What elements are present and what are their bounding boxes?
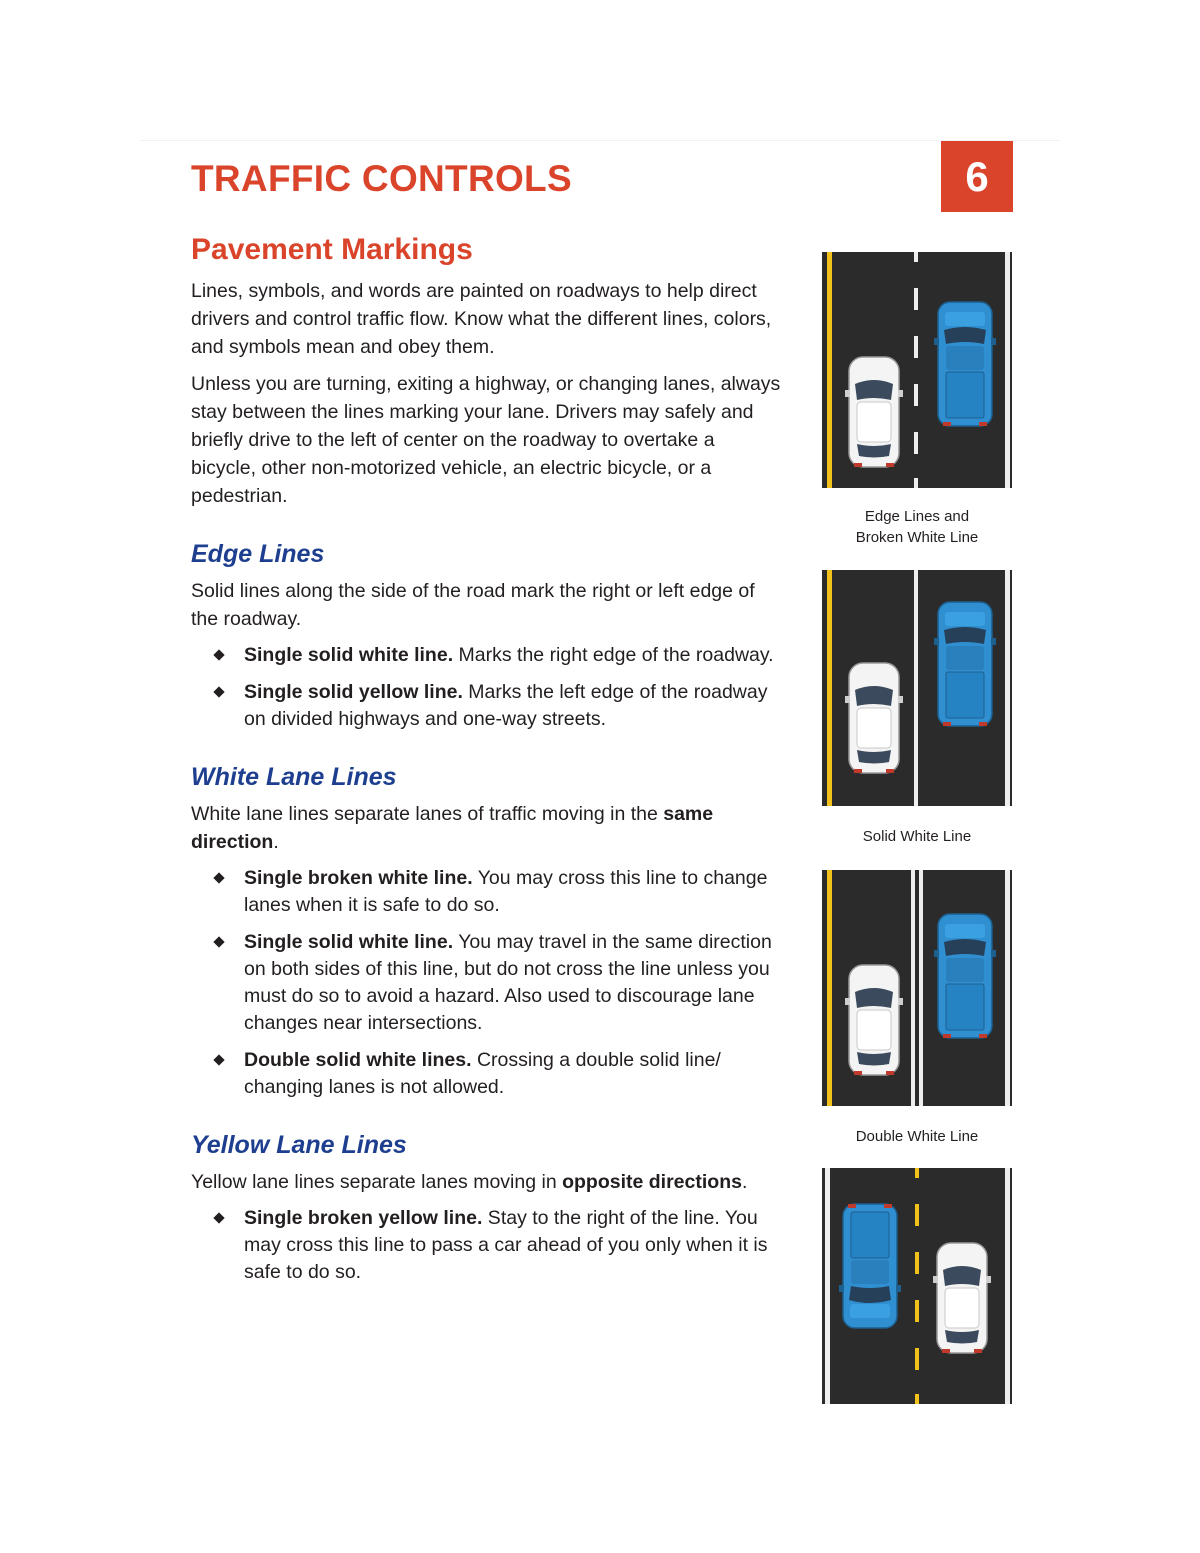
intro-text: White lane lines separate lanes of traffic moving in the: [191, 803, 664, 825]
chapter-title: TRAFFIC CONTROLS: [191, 158, 572, 199]
list-item: [244, 1205, 781, 1286]
road-illustration-broken-white: [822, 252, 1012, 488]
bullet-term: Single broken yellow line.: [244, 1207, 483, 1229]
caption-line: Edge Lines and: [864, 508, 970, 525]
figure-edge-lines-broken-white: [822, 252, 1012, 548]
intro-text: Yellow lane lines separate lanes moving in: [191, 1171, 563, 1193]
intro-end: .: [273, 831, 279, 853]
intro-end: .: [741, 1171, 748, 1193]
caption-line: Solid White Line: [862, 828, 972, 845]
caption-line: Broken White Line: [855, 529, 979, 546]
diamond-bullet-icon: [213, 686, 224, 697]
paragraph: [191, 1168, 781, 1196]
bullet-term: Double solid white lines.: [244, 1049, 472, 1071]
paragraph: Unless you are turning, exiting a highway, or changing lanes, always stay between the lines marking your lane. Drivers may safely and briefly drive to the left of center on the roadway to overtake a bicycle, other non-motorized vehicle, an electric bicycle, or a pedestrian.: [191, 373, 781, 507]
bullet-text: You may cross this line to change lanes when it is safe to do so.: [244, 867, 768, 916]
figure-caption: [822, 826, 1012, 847]
bullet-term: Single solid white line.: [244, 644, 454, 666]
bullet-term: Single broken white line.: [244, 867, 473, 889]
list-item: [244, 642, 781, 669]
subheading-white-lane-lines: White Lane Lines: [191, 763, 397, 791]
intro-emphasis: opposite directions: [562, 1171, 742, 1193]
figure-caption: [822, 506, 1012, 548]
figure-caption: [822, 1126, 1012, 1147]
bullet-text: Marks the right edge of the roadway.: [453, 644, 774, 666]
list-item: [244, 679, 781, 733]
figure-double-white-line: [822, 870, 1012, 1147]
subheading-edge-lines: Edge Lines: [191, 540, 325, 568]
main-column: [191, 233, 781, 1296]
top-rule: [140, 140, 1060, 141]
road-illustration-double-white: [822, 870, 1012, 1106]
list-item: [244, 1047, 781, 1101]
diamond-bullet-icon: [213, 936, 224, 947]
paragraph: Lines, symbols, and words are painted on roadways to help direct drivers and control traffic flow. Know what the different lines, colors, and symbols mean and obey them.: [191, 280, 772, 358]
bullet-text: You may travel in the same direction on both sides of this line, but do not cross the line unless you must do so to avoid a hazard. Also used to discourage lane changes near intersections.: [244, 931, 772, 1034]
figure-solid-white-line: [822, 570, 1012, 847]
road-illustration-broken-yellow: [822, 1168, 1012, 1404]
intro-emphasis: same direction: [191, 803, 714, 853]
diamond-bullet-icon: [213, 1054, 224, 1065]
bullet-text: Marks the left edge of the roadway on divided highways and one-way streets.: [244, 681, 768, 730]
bullet-term: Single solid white line.: [244, 931, 454, 953]
subheading-yellow-lane-lines: Yellow Lane Lines: [191, 1131, 407, 1159]
paragraph: Solid lines along the side of the road mark the right or left edge of the roadway.: [191, 580, 755, 630]
road-illustration-solid-white: [822, 570, 1012, 806]
bullet-text: Stay to the right of the line. You may cross this line to pass a car ahead of you only when it is safe to do so.: [244, 1207, 768, 1283]
diamond-bullet-icon: [213, 1212, 224, 1223]
caption-line: Double White Line: [855, 1128, 979, 1145]
diamond-bullet-icon: [213, 649, 224, 660]
diamond-bullet-icon: [213, 872, 224, 883]
bullet-list-yellow-lane-lines: [191, 1205, 781, 1286]
list-item: [244, 865, 781, 919]
chapter-number-badge: 6: [941, 141, 1013, 212]
section-heading-pavement-markings: Pavement Markings: [191, 233, 473, 266]
list-item: [244, 929, 781, 1037]
figure-broken-yellow-line: [822, 1168, 1012, 1404]
bullet-text: Crossing a double solid line/ changing lanes is not allowed.: [244, 1049, 721, 1098]
bullet-list-edge-lines: [191, 642, 781, 733]
paragraph: [191, 800, 781, 856]
bullet-term: Single solid yellow line.: [244, 681, 463, 703]
bullet-list-white-lane-lines: [191, 865, 781, 1101]
